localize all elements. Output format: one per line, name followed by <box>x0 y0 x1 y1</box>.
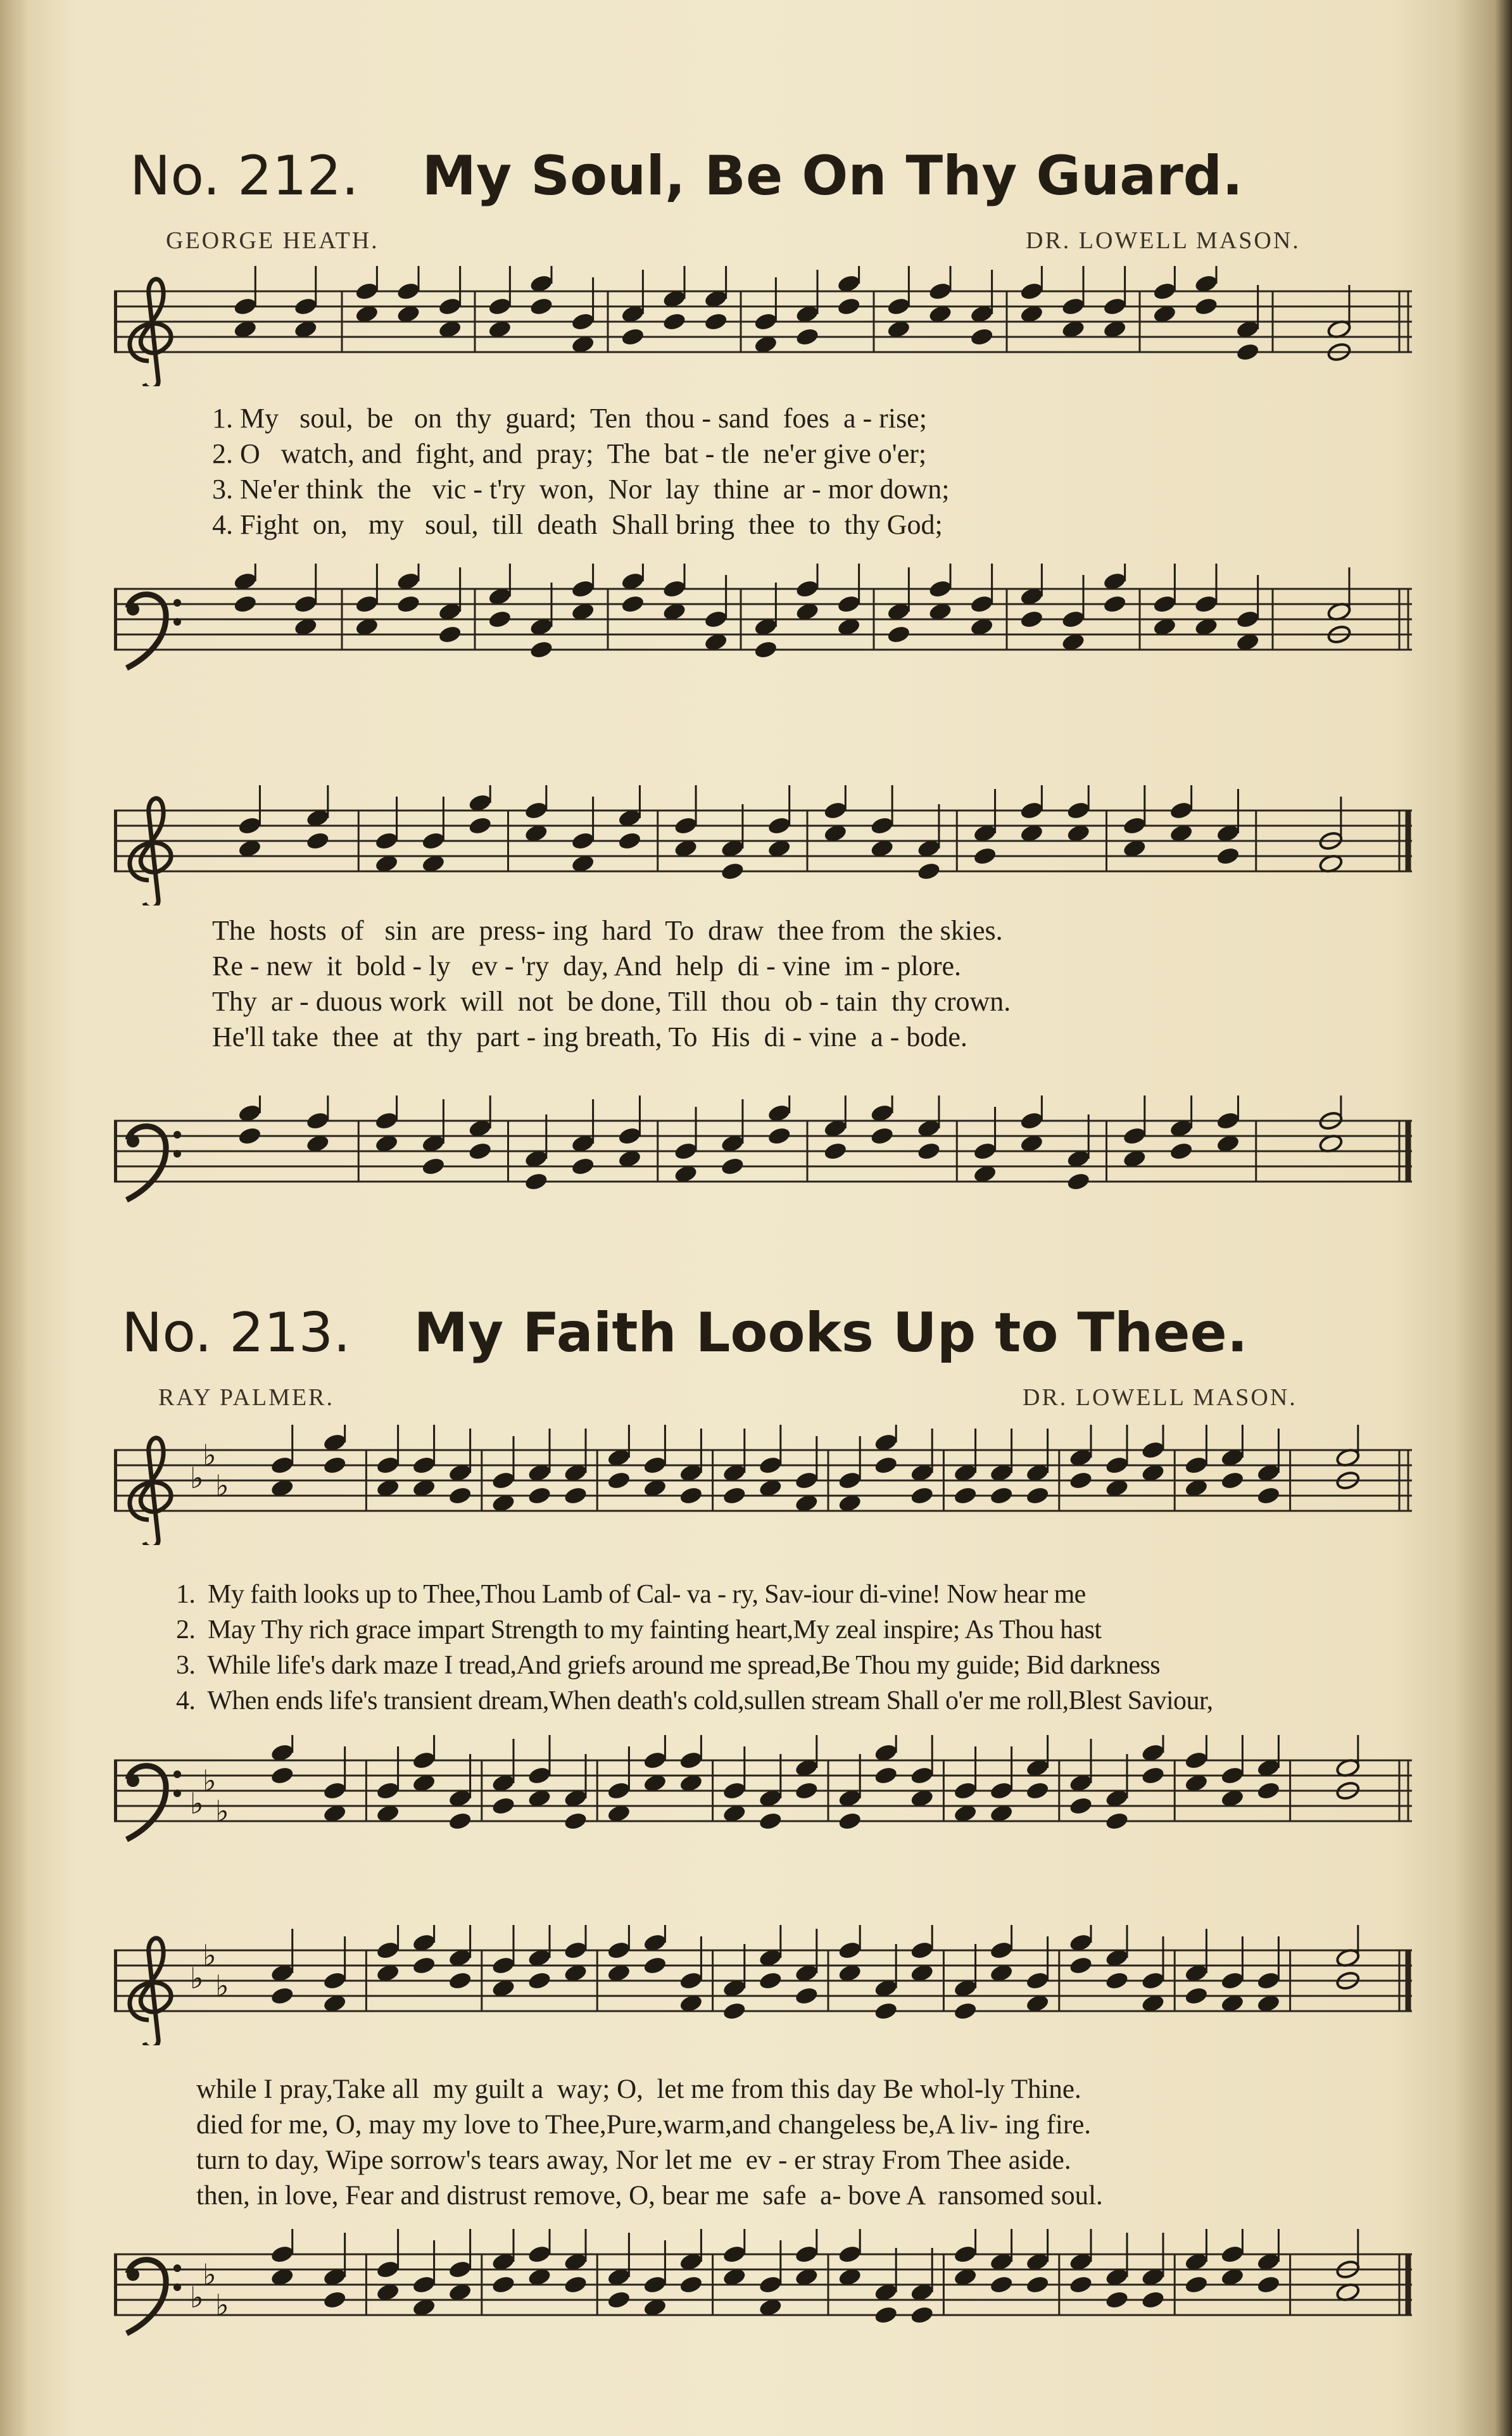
note-head <box>720 861 745 881</box>
page-edge-shadow <box>1455 0 1512 2436</box>
note-head <box>873 1455 898 1475</box>
note-head <box>1169 800 1194 821</box>
note-head <box>679 1486 703 1506</box>
hymn-213-author: RAY PALMER. <box>158 1384 334 1411</box>
note-head <box>1216 1111 1240 1131</box>
note-head <box>1061 609 1085 629</box>
note-head <box>1184 1750 1209 1770</box>
hymn-212-number: No. 212. <box>130 144 359 208</box>
note-head <box>1068 1796 1093 1816</box>
flat-sign-icon: ♭ <box>203 1764 217 1798</box>
note-head <box>1102 594 1127 614</box>
note-head <box>491 1955 515 1976</box>
note-head <box>396 594 420 614</box>
note-head <box>679 1971 703 1991</box>
treble-clef-icon <box>130 279 171 386</box>
note-head <box>1025 1971 1050 1991</box>
staff-engraving <box>114 1735 1412 1831</box>
note-head <box>617 831 642 851</box>
staff-engraving <box>114 266 1412 362</box>
note-head <box>953 1486 978 1506</box>
note-head <box>1152 281 1177 301</box>
note-head <box>720 1156 745 1177</box>
note-head <box>1122 1126 1147 1146</box>
note-head <box>527 1486 551 1506</box>
note-head <box>1256 1486 1281 1506</box>
note-head <box>643 1750 667 1770</box>
note-head <box>969 327 994 347</box>
note-head <box>869 1126 894 1146</box>
note-head <box>1104 1971 1129 1991</box>
note-head <box>524 800 548 821</box>
note-head <box>570 831 595 851</box>
note-head <box>1194 296 1218 317</box>
note-head <box>886 296 911 317</box>
note-head <box>617 1126 642 1146</box>
note-head <box>989 1486 1014 1506</box>
note-head <box>679 2275 703 2295</box>
note-head <box>1184 1986 1209 2006</box>
note-head <box>989 1781 1014 1801</box>
note-head <box>563 2275 588 2295</box>
note-head <box>837 1940 862 1960</box>
note-head <box>837 1811 862 1831</box>
note-head <box>753 640 778 660</box>
note-head <box>355 594 379 614</box>
note-head <box>1068 1470 1093 1491</box>
note-head <box>488 609 512 629</box>
note-head <box>1216 846 1240 866</box>
note-head <box>270 2244 294 2264</box>
note-head <box>953 2001 978 2021</box>
bass-clef-icon <box>127 2260 181 2333</box>
note-head <box>823 1141 848 1161</box>
note-head <box>916 1141 941 1161</box>
note-head <box>1140 1440 1165 1460</box>
bass-clef-icon <box>127 1126 181 1200</box>
note-head <box>969 594 994 614</box>
note-head <box>375 1455 400 1475</box>
note-head <box>794 1986 819 2006</box>
note-head <box>355 281 379 301</box>
note-head <box>1140 2290 1165 2310</box>
note-head <box>767 1126 791 1146</box>
note-head <box>1025 1781 1050 1801</box>
note-head <box>794 1470 819 1491</box>
note-head <box>563 1940 588 1960</box>
hymn-213-system2-treble-staff <box>114 1925 1418 2045</box>
hymn-212-verse-line: 3. Ne'er think the vic - t'ry won, Nor lay thine ar - mor down; <box>212 474 950 505</box>
note-head <box>873 1765 898 1786</box>
note-head <box>722 2244 747 2264</box>
note-head <box>1068 1955 1093 1976</box>
hymn-212-verse-line: 2. O watch, and fight, and pray; The bat - tle ne'er give o'er; <box>212 438 927 469</box>
hymn-212-author: GEORGE HEATH. <box>166 227 379 254</box>
staff-engraving <box>114 564 1412 660</box>
hymn-213-title-line <box>122 1301 1248 1365</box>
note-head <box>1019 609 1044 629</box>
flat-sign-icon: ♭ <box>203 1438 217 1472</box>
note-head <box>1019 281 1044 301</box>
note-head <box>375 1940 400 1960</box>
note-head <box>529 640 553 660</box>
flat-sign-icon: ♭ <box>203 1938 217 1972</box>
note-head <box>322 1971 347 1991</box>
note-head <box>909 2305 934 2325</box>
note-head <box>886 624 911 645</box>
note-head <box>722 1486 747 1506</box>
note-head <box>1220 2244 1245 2264</box>
note-head <box>621 594 645 614</box>
note-head <box>1025 2275 1050 2295</box>
note-head <box>679 1750 703 1770</box>
note-head <box>703 312 728 332</box>
staff-engraving <box>114 2229 1412 2325</box>
note-head <box>527 1971 551 1991</box>
hymn-213-system1-verses <box>176 1577 1213 1719</box>
note-head <box>758 2275 783 2295</box>
treble-clef-icon <box>130 798 171 906</box>
note-head <box>1068 2275 1093 2295</box>
staff-engraving <box>114 785 1412 881</box>
note-head <box>1019 800 1044 821</box>
note-head <box>662 579 686 599</box>
note-head <box>673 1141 698 1161</box>
note-head <box>607 1781 631 1801</box>
note-head <box>1220 1470 1245 1491</box>
bass-clef-icon <box>127 1766 181 1840</box>
note-head <box>375 2259 400 2280</box>
note-head <box>753 312 778 332</box>
note-head <box>928 579 952 599</box>
note-head <box>643 1455 667 1475</box>
note-head <box>237 816 262 836</box>
note-head <box>467 1141 492 1161</box>
note-head <box>570 1156 595 1177</box>
note-head <box>1235 342 1260 362</box>
note-head <box>491 1796 515 1816</box>
note-head <box>448 1486 472 1506</box>
treble-clef-icon <box>130 1438 171 1545</box>
note-head <box>722 1781 747 1801</box>
note-head <box>836 296 861 317</box>
hymn-213-verse-line: while I pray,Take all my guilt a way; O, let me from this day Be whol-ly Thine. <box>196 2074 1081 2104</box>
hymn-213-title: My Faith Looks Up to Thee. <box>413 1301 1248 1365</box>
note-head <box>973 1141 997 1161</box>
note-head <box>322 1455 347 1475</box>
note-head <box>421 831 446 851</box>
note-head <box>1152 594 1177 614</box>
flat-sign-icon: ♭ <box>190 1461 204 1495</box>
note-head <box>270 1765 294 1786</box>
note-head <box>823 800 848 821</box>
treble-clef-icon <box>130 1938 171 2045</box>
note-head <box>491 1470 515 1491</box>
note-head <box>607 1470 631 1491</box>
flat-sign-icon: ♭ <box>190 1786 204 1821</box>
flat-sign-icon: ♭ <box>215 1468 229 1503</box>
note-head <box>270 1455 294 1475</box>
hymn-212-system2-bass-staff <box>114 1095 1418 1222</box>
note-head <box>1019 1111 1044 1131</box>
flat-sign-icon: ♭ <box>190 2280 204 2314</box>
note-head <box>412 1955 436 1976</box>
bass-clef-icon <box>127 595 181 668</box>
note-head <box>909 1486 934 1506</box>
note-head <box>673 816 698 836</box>
hymn-213-system1-treble-staff <box>114 1425 1418 1545</box>
flat-sign-icon: ♭ <box>215 2288 229 2322</box>
note-head <box>1122 816 1147 836</box>
note-head <box>438 624 462 645</box>
note-head <box>1184 1455 1209 1475</box>
note-head <box>1104 1811 1129 1831</box>
note-head <box>953 2244 978 2264</box>
note-head <box>293 296 318 317</box>
flat-sign-icon: ♭ <box>215 1794 229 1828</box>
note-head <box>1220 1765 1245 1786</box>
note-head <box>237 1126 262 1146</box>
note-head <box>563 1486 588 1506</box>
note-head <box>1220 1971 1245 1991</box>
hymn-212-verse-line: 1. My soul, be on thy guard; Ten thou - sand foes a - rise; <box>212 403 927 434</box>
hymn-212-title-line <box>130 144 1243 208</box>
note-head <box>795 579 819 599</box>
hymn-213-verse-line: then, in love, Fear and distrust remove, O, bear me safe a- bove A ransomed soul. <box>196 2181 1103 2211</box>
hymn-213-composer: DR. LOWELL MASON. <box>1023 1384 1297 1411</box>
note-head <box>873 2001 898 2021</box>
hymn-213-verse-line: died for me, O, may my love to Thee,Pure,warm,and changeless be,A liv- ing fire. <box>196 2110 1092 2140</box>
hymn-212-verse-line: Thy ar - duous work will not be done, Till thou ob - tain thy crown. <box>212 986 1011 1017</box>
note-head <box>837 2244 862 2264</box>
note-head <box>322 2290 347 2310</box>
note-head <box>758 1811 783 1831</box>
staff-engraving <box>114 1925 1412 2021</box>
note-head <box>794 1781 819 1801</box>
note-head <box>374 1111 399 1131</box>
note-head <box>438 296 462 317</box>
note-head <box>270 1986 294 2006</box>
note-head <box>412 1455 436 1475</box>
note-head <box>448 2259 472 2280</box>
hymn-212-system1-treble-staff <box>114 266 1418 386</box>
note-head <box>375 1781 400 1801</box>
hymn-212-verse-line: He'll take thee at thy part - ing breath, To His di - vine a - bode. <box>212 1021 967 1052</box>
note-head <box>570 579 595 599</box>
note-head <box>869 816 894 836</box>
note-head <box>322 1781 347 1801</box>
note-head <box>607 1940 631 1960</box>
hymn-212-title: My Soul, Be On Thy Guard. <box>422 144 1243 208</box>
staff-engraving <box>114 1095 1412 1192</box>
note-head <box>837 1470 862 1491</box>
note-head <box>795 327 819 347</box>
note-head <box>916 861 941 881</box>
note-head <box>570 312 595 332</box>
note-head <box>421 1156 446 1177</box>
hymn-212-verse-line: Re - new it bold - ly ev - 'ry day, And help di - vine im - plore. <box>212 950 962 981</box>
note-head <box>1140 1765 1165 1786</box>
hymn-212-system2-verses <box>212 913 1011 1055</box>
note-head <box>233 594 258 614</box>
note-head <box>491 2275 515 2295</box>
note-head <box>305 831 330 851</box>
note-head <box>1104 2290 1129 2310</box>
note-head <box>527 1765 551 1786</box>
note-head <box>412 1750 436 1770</box>
note-head <box>1235 609 1260 629</box>
note-head <box>1025 1486 1050 1506</box>
note-head <box>467 816 492 836</box>
note-head <box>1184 2275 1209 2295</box>
note-head <box>989 2275 1014 2295</box>
hymn-212-verse-line: 4. Fight on, my soul, till death Shall bring thee to thy God; <box>212 509 943 540</box>
hymn-212-system2-treble-staff <box>114 785 1418 906</box>
note-head <box>524 1171 548 1192</box>
hymn-213-verse-line: turn to day, Wipe sorrow's tears away, Nor let me ev - er stray From Thee aside. <box>196 2145 1071 2175</box>
hymn-213-verse-line: 1. My faith looks up to Thee,Thou Lamb of Cal- va - ry, Sav-iour di-vine! Now hear me <box>176 1580 1086 1609</box>
note-head <box>909 1940 934 1960</box>
note-head <box>953 1781 978 1801</box>
note-head <box>873 2305 898 2325</box>
hymn-213-number: No. 213. <box>122 1301 351 1365</box>
note-head <box>1169 1141 1194 1161</box>
note-head <box>448 1971 472 1991</box>
note-head <box>1104 1455 1129 1475</box>
note-head <box>643 2275 667 2295</box>
note-head <box>1061 296 1085 317</box>
note-head <box>1066 800 1090 821</box>
note-head <box>1256 2275 1281 2295</box>
note-head <box>909 1765 934 1786</box>
hymn-213-verse-line: 2. May Thy rich grace impart Strength to my fainting heart,My zeal inspire; As Thou hast <box>176 1615 1102 1644</box>
hymn-212-system1-verses <box>212 401 949 543</box>
note-head <box>488 296 512 317</box>
note-head <box>836 594 861 614</box>
note-head <box>703 609 728 629</box>
note-head <box>607 2290 631 2310</box>
note-head <box>233 296 258 317</box>
hymn-213-verse-line: 4. When ends life's transient dream,When death's cold,sullen stream Shall o'er me roll,Blest Saviour, <box>176 1686 1213 1715</box>
flat-sign-icon: ♭ <box>203 2257 217 2292</box>
hymn-212-composer: DR. LOWELL MASON. <box>1026 227 1301 254</box>
flat-sign-icon: ♭ <box>215 1969 229 2003</box>
note-head <box>1256 1781 1281 1801</box>
hymn-212-verse-line: The hosts of sin are press- ing hard To draw thee from the skies. <box>212 915 1003 946</box>
note-head <box>1256 1971 1281 1991</box>
note-head <box>448 1811 472 1831</box>
note-head <box>563 1811 588 1831</box>
note-head <box>722 2001 747 2021</box>
flat-sign-icon: ♭ <box>190 1961 204 1995</box>
note-head <box>293 594 318 614</box>
note-head <box>758 1455 783 1475</box>
note-head <box>1140 1971 1165 1991</box>
note-head <box>529 296 553 317</box>
hymn-213-system2-verses <box>196 2072 1103 2214</box>
note-head <box>1194 594 1218 614</box>
note-head <box>412 2275 436 2295</box>
note-head <box>374 831 399 851</box>
note-head <box>662 312 686 332</box>
note-head <box>794 2244 819 2264</box>
note-head <box>973 846 997 866</box>
note-head <box>305 1111 330 1131</box>
note-head <box>928 281 952 301</box>
book-spine <box>0 0 29 2436</box>
staff-engraving <box>114 1425 1412 1513</box>
note-head <box>1066 1171 1090 1192</box>
hymn-212-system1-bass-staff <box>114 564 1418 690</box>
note-head <box>1102 296 1127 317</box>
hymn-213-verse-line: 3. While life's dark maze I tread,And griefs around me spread,Be Thou my guide; Bid darkness <box>176 1651 1160 1680</box>
note-head <box>527 2244 551 2264</box>
note-head <box>643 1955 667 1976</box>
hymn-213-system2-bass-staff <box>114 2229 1418 2356</box>
note-head <box>767 816 791 836</box>
note-head <box>621 327 645 347</box>
note-head <box>758 1971 783 1991</box>
hymn-213-system1-bass-staff <box>114 1735 1418 1862</box>
note-head <box>396 281 420 301</box>
note-head <box>989 1940 1014 1960</box>
